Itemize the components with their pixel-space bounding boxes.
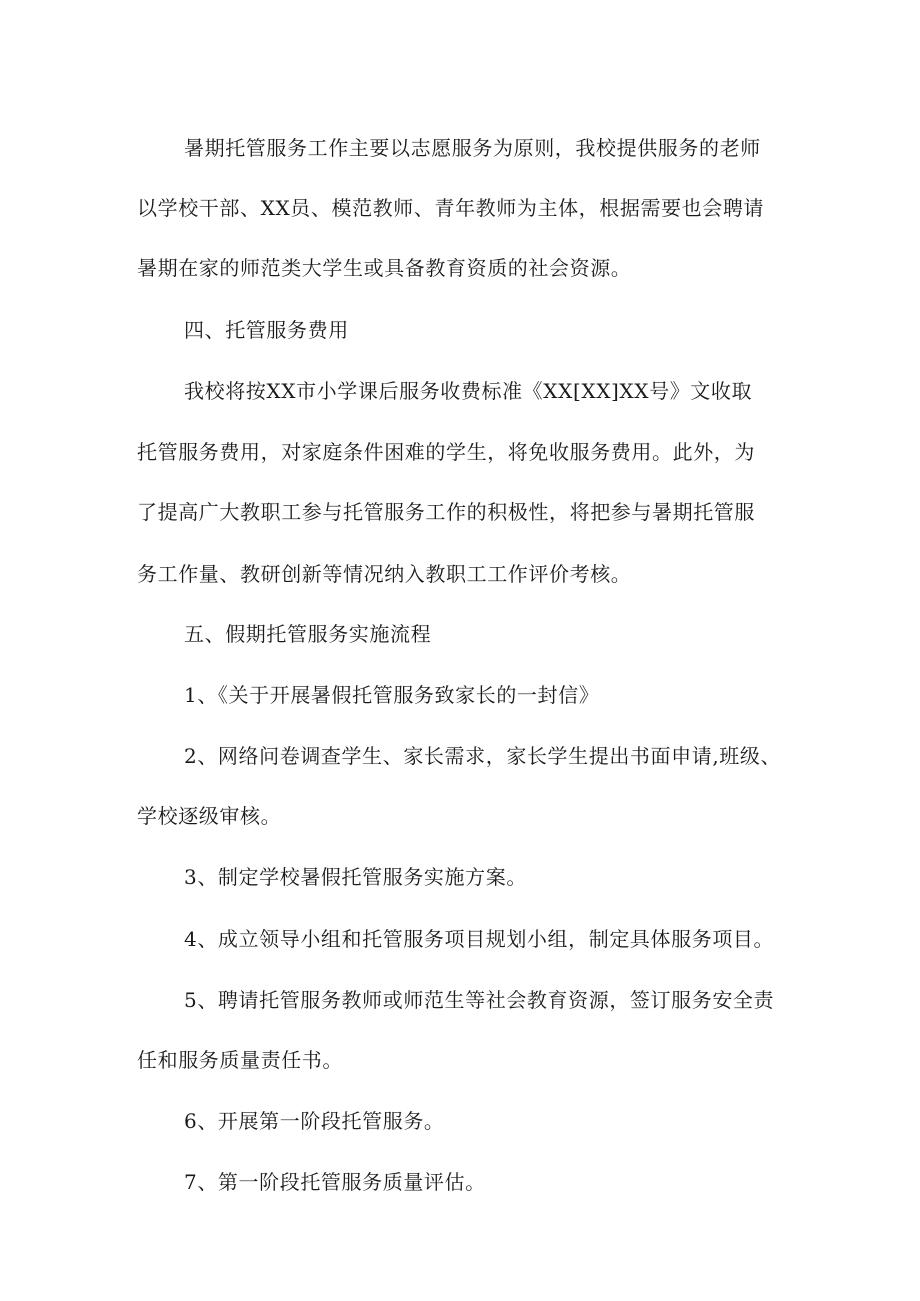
paragraph-line: 务工作量、教研创新等情况纳入教职工工作评价考核。 bbox=[137, 562, 632, 586]
list-item: 1、《关于开展暑假托管服务致家长的一封信》 bbox=[184, 683, 600, 707]
list-item: 3、制定学校暑假托管服务实施方案。 bbox=[184, 865, 527, 889]
paragraph-line: 以学校干部、XX员、模范教师、青年教师为主体，根据需要也会聘请 bbox=[137, 196, 765, 220]
list-item: 7、第一阶段托管服务质量评估。 bbox=[184, 1170, 486, 1194]
list-item-continuation: 学校逐级审核。 bbox=[137, 804, 282, 828]
list-item: 4、成立领导小组和托管服务项目规划小组，制定具体服务项目。 bbox=[184, 927, 775, 951]
paragraph-line: 了提高广大教职工参与托管服务工作的积极性，将把参与暑期托管服 bbox=[137, 500, 755, 524]
paragraph-line: 暑期在家的师范类大学生或具备教育资质的社会资源。 bbox=[137, 256, 632, 280]
paragraph-line: 我校将按XX市小学课后服务收费标准《XX[XX]XX号》文收取 bbox=[184, 379, 753, 403]
paragraph-line: 托管服务费用，对家庭条件困难的学生，将免收服务费用。此外，为 bbox=[137, 440, 755, 464]
list-item: 2、网络问卷调查学生、家长需求，家长学生提出书面申请,班级、 bbox=[184, 744, 782, 768]
section-heading: 五、假期托管服务实施流程 bbox=[184, 622, 432, 646]
paragraph-line: 暑期托管服务工作主要以志愿服务为原则，我校提供服务的老师 bbox=[184, 136, 761, 160]
list-item-continuation: 任和服务质量责任书。 bbox=[137, 1048, 343, 1072]
list-item: 6、开展第一阶段托管服务。 bbox=[184, 1109, 445, 1133]
section-heading: 四、托管服务费用 bbox=[184, 318, 349, 342]
list-item: 5、聘请托管服务教师或师范生等社会教育资源，签订服务安全责 bbox=[184, 988, 775, 1012]
